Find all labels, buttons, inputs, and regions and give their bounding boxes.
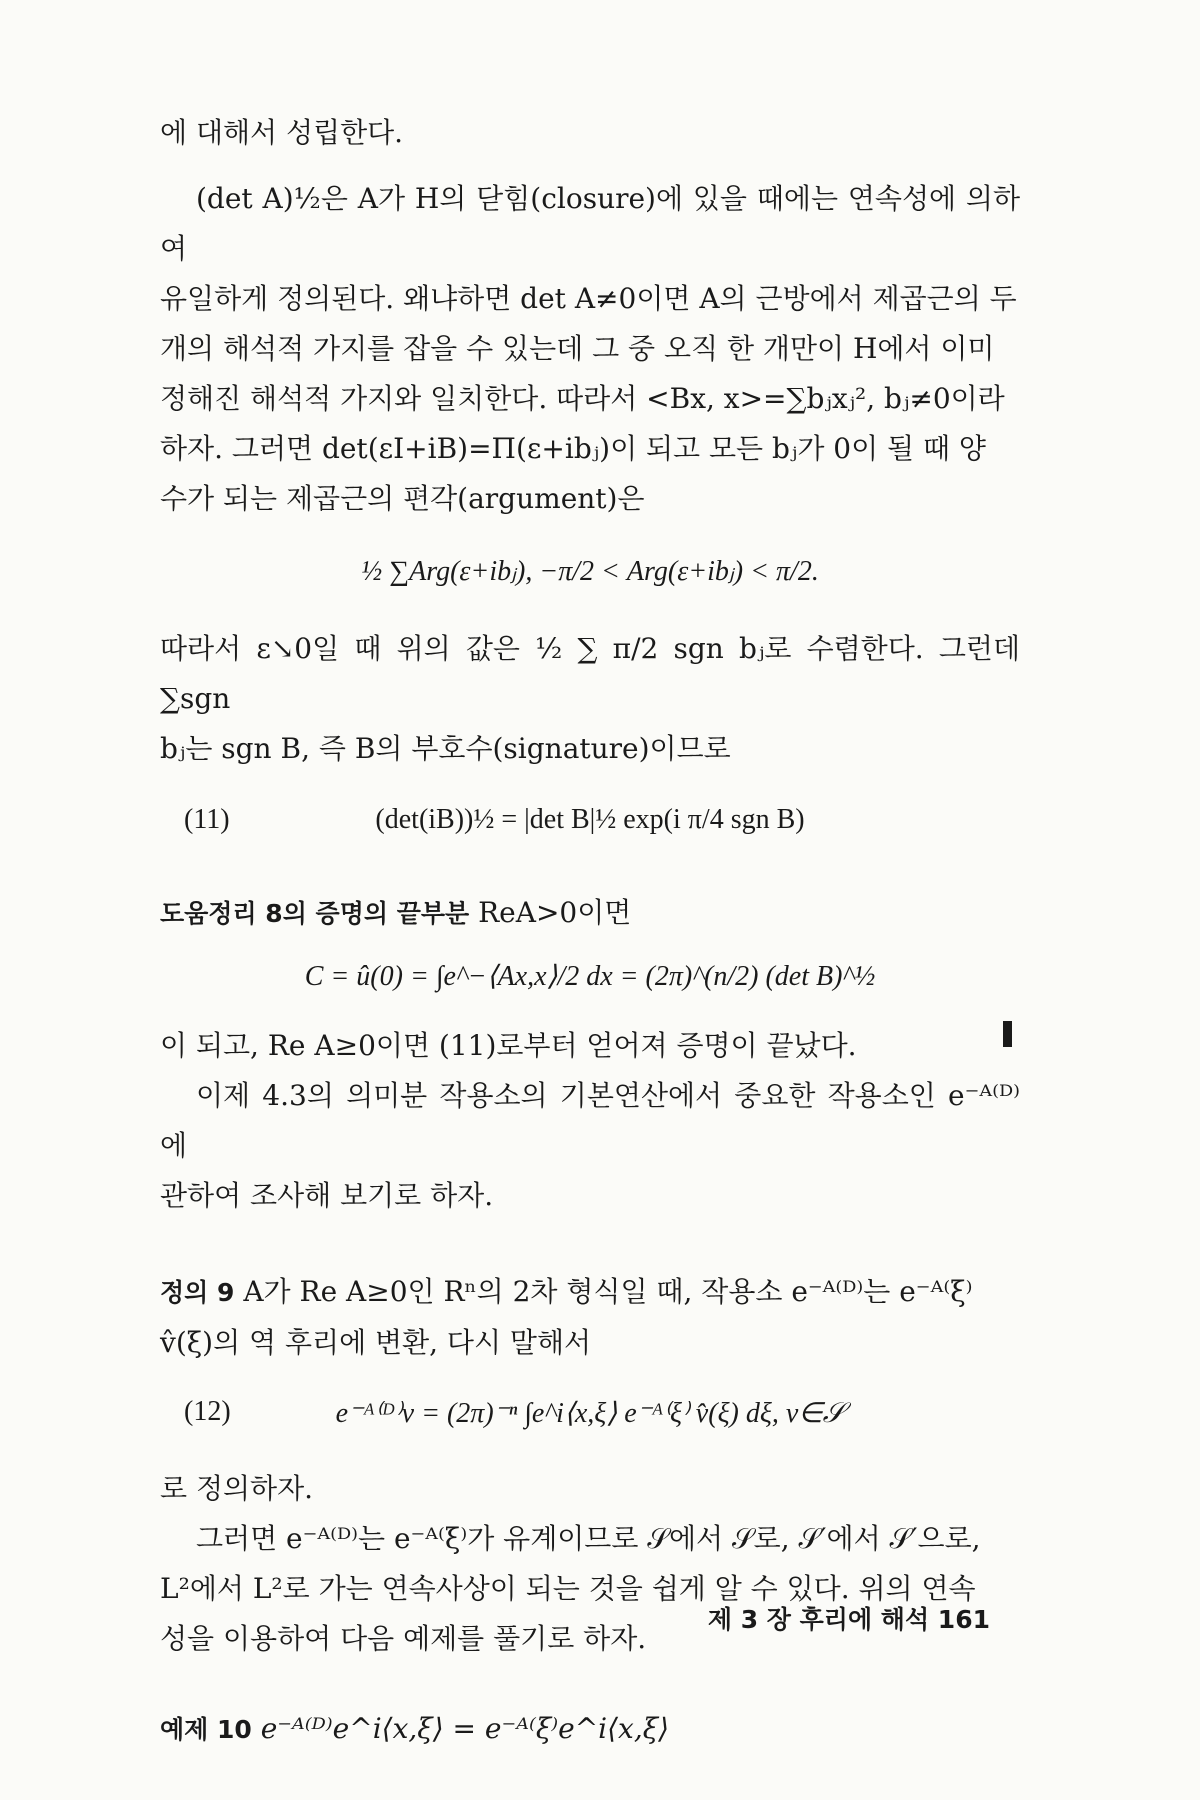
- text-line: v̂(ξ)의 역 후리에 변환, 다시 말해서: [160, 1326, 592, 1359]
- lemma-text: ReA>0이면: [478, 896, 632, 929]
- definition-line: [160, 1267, 1020, 1318]
- example-line: [160, 1704, 1020, 1755]
- example-text: e⁻ᴬ⁽ᴰ⁾e^i⟨x,ξ⟩ = e⁻ᴬ⁽ξ⁾e^i⟨x,ξ⟩: [260, 1712, 670, 1745]
- text-line: 정해진 해석적 가지와 일치한다. 따라서 <Bx, x>=∑bⱼxⱼ², bⱼ≠0이라: [160, 382, 1005, 415]
- text-line: 따라서 ε↘0일 때 위의 값은 ½ ∑ π/2 sgn bⱼ로 수렴한다. 그런데 ∑sgn: [160, 632, 1020, 715]
- text-line: 에 대해서 성립한다.: [160, 116, 404, 149]
- example-heading: 예제 10: [160, 1715, 252, 1744]
- equation-c: C = û(0) = ∫e^−⟨Ax,x⟩/2 dx = (2π)^(n/2) (det B)^½: [304, 961, 876, 992]
- text-line: 관하여 조사해 보기로 하자.: [160, 1179, 494, 1212]
- text-line: 개의 해석적 가지를 잡을 수 있는데 그 중 오직 한 개만이 H에서 이미: [160, 332, 995, 365]
- text-line: 수가 되는 제곱근의 편각(argument)은: [160, 482, 645, 515]
- text-span: 이 되고, Re A≥0이면 (11)로부터 얻어져 증명이 끝났다.: [160, 1029, 857, 1062]
- text-line: L²에서 L²로 가는 연속사상이 되는 것을 쉽게 알 수 있다. 위의 연속: [160, 1572, 976, 1605]
- equation-number: (12): [184, 1396, 231, 1427]
- definition-text: A가 Re A≥0인 Rⁿ의 2차 형식일 때, 작용소 e⁻ᴬ⁽ᴰ⁾는 e⁻ᴬ⁽ξ⁾: [243, 1275, 973, 1308]
- page-footer: 제 3 장 후리에 해석 161: [707, 1605, 990, 1634]
- text-line: [160, 1021, 1020, 1071]
- text-line: (det A)½은 A가 H의 닫힘(closure)에 있을 때에는 연속성에 의하여: [160, 182, 1020, 265]
- equation-number: (11): [184, 804, 230, 835]
- text-line: 이제 4.3의 의미분 작용소의 기본연산에서 중요한 작용소인 e⁻ᴬ⁽ᴰ⁾에: [160, 1079, 1020, 1162]
- body-text: [160, 108, 1020, 1755]
- qed-mark: [1003, 1021, 1012, 1047]
- lemma-heading: 도움정리 8의 증명의 끝부분: [160, 899, 470, 928]
- text-line: 그러면 e⁻ᴬ⁽ᴰ⁾는 e⁻ᴬ⁽ξ⁾가 유계이므로 𝒮에서 𝒮로, 𝒮′에서 𝒮′으로,: [196, 1522, 981, 1555]
- text-line: 성을 이용하여 다음 예제를 풀기로 하자.: [160, 1622, 647, 1655]
- definition-heading: 정의 9: [160, 1278, 235, 1307]
- text-line: 로 정의하자.: [160, 1472, 314, 1505]
- equation-body: e⁻ᴬ⁽ᴰ⁾v = (2π)⁻ⁿ ∫e^i⟨x,ξ⟩ e⁻ᴬ⁽ξ⁾ v̂(ξ) dξ, v∈𝒮: [335, 1398, 845, 1429]
- text-line: 유일하게 정의된다. 왜냐하면 det A≠0이면 A의 근방에서 제곱근의 두: [160, 282, 1017, 315]
- lemma-line: [160, 888, 1020, 939]
- equation-12: [160, 1396, 1020, 1430]
- equation-arg: ½ ∑Arg(ε+ibⱼ), −π/2 < Arg(ε+ibⱼ) < π/2.: [361, 556, 819, 587]
- equation-11: [160, 804, 1020, 836]
- text-line: 하자. 그러면 det(εI+iB)=Π(ε+ibⱼ)이 되고 모든 bⱼ가 0이 될 때 양: [160, 432, 986, 465]
- text-line: bⱼ는 sgn B, 즉 B의 부호수(signature)이므로: [160, 732, 731, 765]
- equation-body: (det(iB))½ = |det B|½ exp(i π/4 sgn B): [375, 804, 805, 835]
